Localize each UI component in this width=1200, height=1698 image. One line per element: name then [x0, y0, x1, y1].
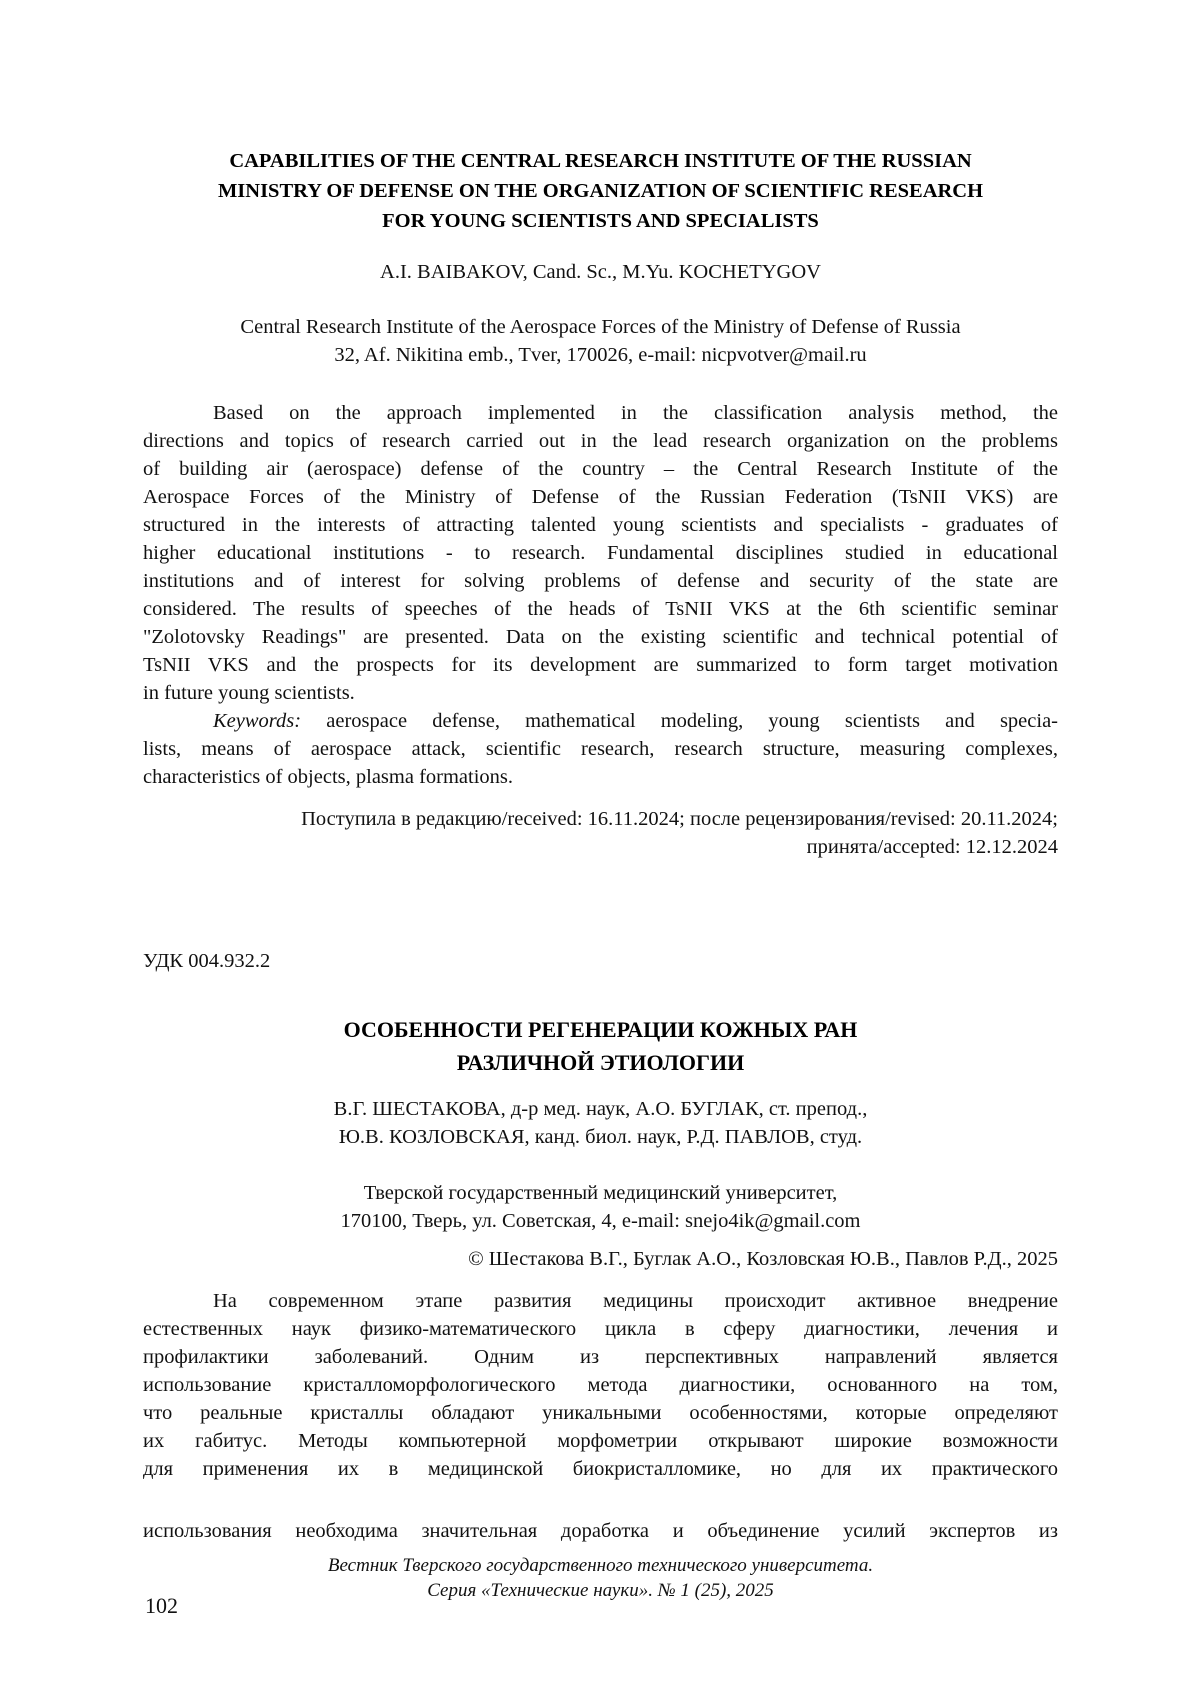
abstract-line: естественных наук физико-математического цикла в сферу диагностики, лечения и — [143, 1318, 1058, 1340]
keywords-label: Keywords: — [213, 710, 302, 732]
dates-line: принята/accepted: 12.12.2024 — [806, 836, 1058, 858]
affiliation-line: Central Research Institute of the Aerospace Forces of the Ministry of Defense of Russia — [240, 316, 961, 338]
abstract-ru — [143, 1287, 1058, 1483]
keywords-text: aerospace defense, mathematical modeling, young scientists and specia- — [326, 710, 1059, 732]
title-line: FOR YOUNG SCIENTISTS AND SPECIALISTS — [382, 210, 819, 232]
page-number: 102 — [145, 1593, 178, 1618]
authors-ru — [143, 1095, 1058, 1151]
abstract-line: использование кристалломорфологического метода диагностики, основанного на том, — [143, 1374, 1058, 1396]
udc-line: УДК 004.932.2 — [143, 950, 271, 972]
text-column — [143, 0, 1058, 1603]
journal-footer — [143, 1553, 1058, 1603]
title-line: ОСОБЕННОСТИ РЕГЕНЕРАЦИИ КОЖНЫХ РАН — [343, 1017, 858, 1042]
abstract-en — [143, 399, 1058, 791]
article-title-en — [143, 146, 1058, 236]
abstract-line: Aerospace Forces of the Ministry of Defense of the Russian Federation (TsNII VKS) are — [143, 486, 1058, 508]
footer-line: Вестник Тверского государственного технического университета. — [327, 1555, 874, 1576]
affiliation-line: 32, Af. Nikitina emb., Tver, 170026, e-mail: nicpvotver@mail.ru — [334, 344, 867, 366]
abstract-line: использования необходима значительная доработка и объединение усилий экспертов из — [143, 1520, 1058, 1542]
abstract-line: Based on the approach implemented in the classification analysis method, the — [213, 402, 1058, 424]
article-title-ru — [143, 1013, 1058, 1079]
affiliation-en — [143, 313, 1058, 369]
title-line: MINISTRY OF DEFENSE ON THE ORGANIZATION OF SCIENTIFIC RESEARCH — [217, 180, 984, 202]
dates-line: Поступила в редакцию/received: 16.11.2024; после рецензирования/revised: 20.11.2024; — [301, 808, 1058, 830]
received-revised-accepted — [143, 805, 1058, 861]
abstract-line: directions and topics of research carried out in the lead research organization on the problems — [143, 430, 1058, 452]
abstract-line: institutions and of interest for solving problems of defense and security of the state are — [143, 570, 1058, 592]
authors-line: Ю.В. КОЗЛОВСКАЯ, канд. биол. наук, Р.Д. ПАВЛОВ, студ. — [338, 1126, 863, 1148]
abstract-line: их габитус. Методы компьютерной морфометрии открывают широкие возможности — [143, 1430, 1058, 1452]
udc-number — [143, 947, 1058, 975]
keywords-line: lists, means of aerospace attack, scientific research, research structure, measuring complexes, — [143, 738, 1058, 760]
footer-line: Серия «Технические науки». № 1 (25), 2025 — [427, 1580, 774, 1601]
keywords-line — [143, 707, 1058, 735]
keywords-line: characteristics of objects, plasma formations. — [143, 766, 514, 788]
abstract-line: что реальные кристаллы обладают уникальными особенностями, которые определяют — [143, 1402, 1058, 1424]
affiliation-line: Тверской государственный медицинский университет, — [363, 1182, 838, 1204]
authors-line: В.Г. ШЕСТАКОВА, д-р мед. наук, А.О. БУГЛАК, ст. препод., — [333, 1098, 868, 1120]
abstract-line: in future young scientists. — [143, 682, 355, 704]
abstract-line: для применения их в медицинской биокристалломике, но для их практического — [143, 1458, 1058, 1480]
copyright-text: © Шестакова В.Г., Буглак А.О., Козловская Ю.В., Павлов Р.Д., 2025 — [468, 1248, 1058, 1270]
abstract-line: "Zolotovsky Readings" are presented. Data on the existing scientific and technical potential of — [143, 626, 1058, 648]
affiliation-line: 170100, Тверь, ул. Советская, 4, e-mail: snejo4ik@gmail.com — [340, 1210, 861, 1232]
affiliation-ru — [143, 1179, 1058, 1235]
abstract-line: На современном этапе развития медицины происходит активное внедрение — [213, 1290, 1058, 1312]
abstract-line: higher educational institutions - to research. Fundamental disciplines studied in educational — [143, 542, 1058, 564]
copyright-line — [143, 1245, 1058, 1273]
abstract-line: профилактики заболеваний. Одним из перспективных направлений является — [143, 1346, 1058, 1368]
title-line: РАЗЛИЧНОЙ ЭТИОЛОГИИ — [456, 1050, 745, 1075]
authors-en — [143, 258, 1058, 286]
abstract-line: structured in the interests of attracting talented young scientists and specialists - graduates of — [143, 514, 1058, 536]
authors-line: A.I. BAIBAKOV, Cand. Sc., M.Yu. KOCHETYGOV — [380, 261, 821, 283]
abstract-ru-continuation — [143, 1517, 1058, 1545]
title-line: CAPABILITIES OF THE CENTRAL RESEARCH INSTITUTE OF THE RUSSIAN — [229, 150, 972, 172]
abstract-line: considered. The results of speeches of the heads of TsNII VKS at the 6th scientific seminar — [143, 598, 1058, 620]
abstract-line: TsNII VKS and the prospects for its development are summarized to form target motivation — [143, 654, 1058, 676]
abstract-line: of building air (aerospace) defense of the country – the Central Research Institute of the — [143, 458, 1058, 480]
